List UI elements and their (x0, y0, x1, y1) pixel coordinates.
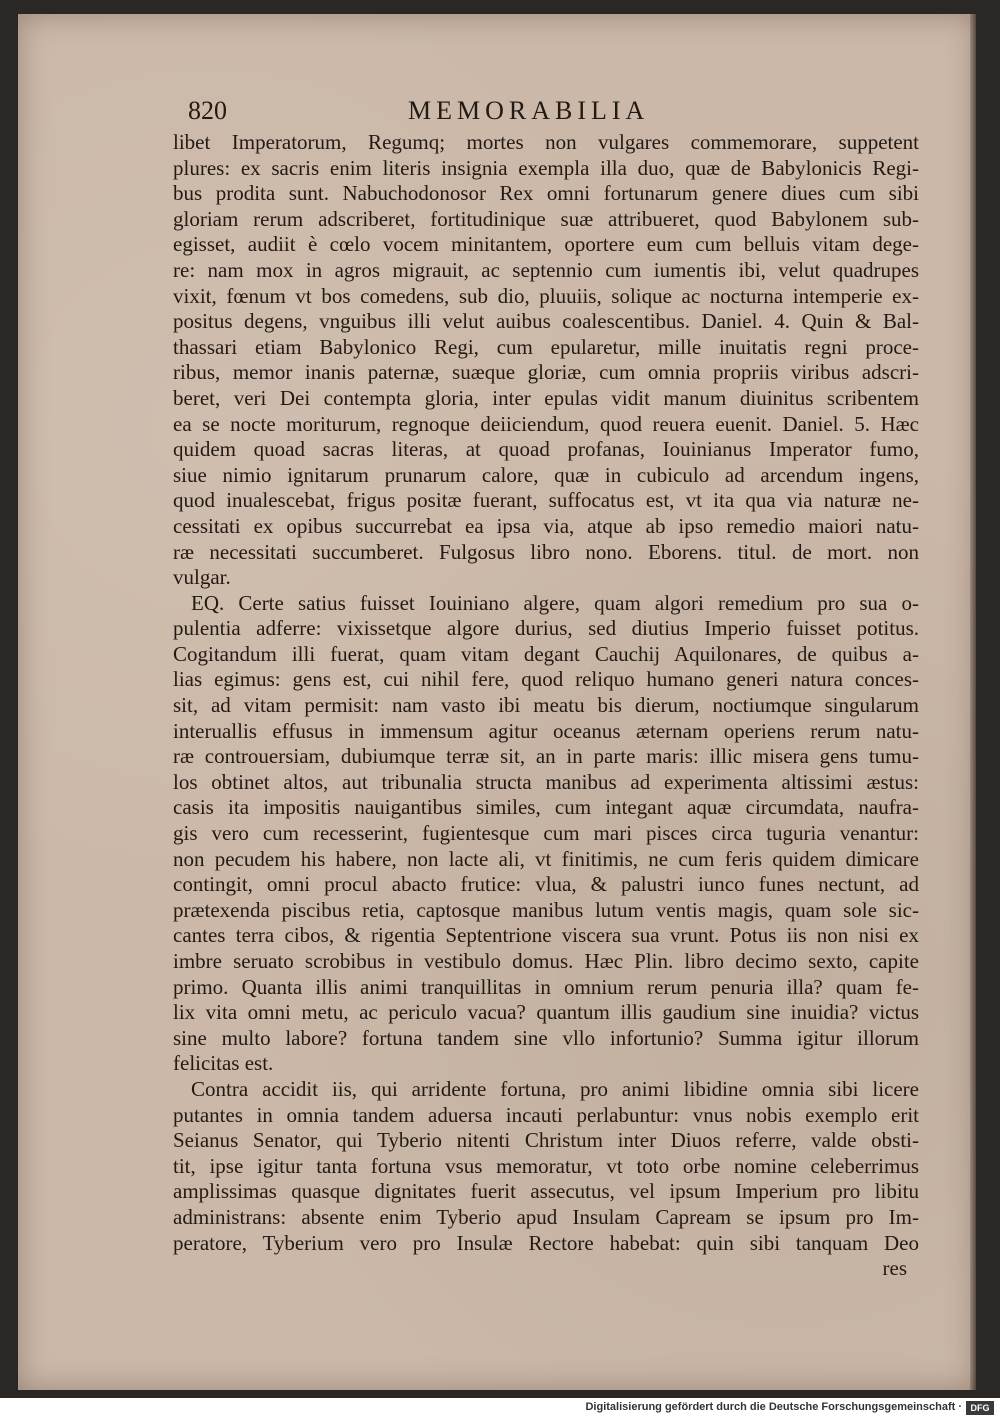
text-line: libet Imperatorum, Regumq; mortes non vulgares commemorare, suppetent (173, 130, 919, 154)
text-line: Seianus Senator, qui Tyberio nitenti Christum inter Diuos referre, valde obsti- (173, 1128, 919, 1153)
text-line: sit, ad vitam permisit: nam vasto ibi meatu bis dierum, noctiumque singularum (173, 693, 919, 718)
text-line: lix vita omni metu, ac periculo vacua? quantum illis gaudium sine inuidia? victus (173, 1000, 919, 1025)
text-line: vulgar. (173, 565, 231, 590)
text-line: plures: ex sacris enim literis insignia exempla illa duo, quæ de Babylonicis Regi- (173, 155, 919, 180)
text-line: interuallis effusus in immensum agitur oceanus æternam operiens rerum natu- (173, 718, 919, 743)
text-line: bus prodita sunt. Nabuchodonosor Rex omni fortunarum genere diues cum sibi (173, 181, 919, 206)
text-line: ea se nocte moriturum, regnoque deiiciendum, quod reuera euenit. Daniel. 5. Hæc (173, 411, 919, 436)
text-line: gis vero cum recesserint, fugientesque cum mari pisces circa tuguria venantur: (173, 821, 919, 846)
text-line: cessitati ex opibus succurrebat ea ipsa via, atque ab ipso remedio maiori natu- (173, 513, 919, 538)
digitization-footer (0, 1398, 1000, 1419)
text-line: egisset, audiit è cœlo vocem minitantem, oportere eum cum belluis vitam dege- (173, 232, 919, 257)
text-line: siue nimio ignitarum prunarum calore, quæ in cubiculo ad arcendum ingens, (173, 462, 919, 487)
text-line: contingit, omni procul abacto frutice: vlua, & palustri iunco funes nectunt, ad (173, 872, 919, 897)
page-edge-shadow (970, 14, 976, 1390)
text-line: cantes terra cibos, & rigentia Septentrione viscera sua vrunt. Potus iis non nisi ex (173, 923, 919, 948)
text-line: thassari etiam Babylonico Regi, cum epularetur, mille inuitatis regni proce- (173, 334, 919, 359)
text-line: Cogitandum illi fuerat, quam vitam degant Cauchij Aquilonares, de quibus a- (173, 641, 919, 666)
text-line: gloriam rerum adscriberet, fortitudinique suæ attribueret, quod Babylonem sub- (173, 206, 919, 231)
text-line: sine multo labore? fortuna tandem sine vllo infortunio? Summa igitur illorum (173, 1025, 919, 1050)
text-line: Contra accidit iis, qui arridente fortuna, pro animi libidine omnia sibi licere (191, 1076, 919, 1101)
text-line: vixit, fœnum vt bos comedens, sub dio, pluuiis, solique ac nocturna intemperie ex- (173, 283, 919, 308)
text-line: ræ necessitati succumberet. Fulgosus libro nono. Eborens. titul. de mort. non (173, 539, 919, 564)
text-line: los obtinet altos, aut tribunalia structa manibus ad experimenta altissimi æstus: (173, 769, 919, 794)
text-line: felicitas est. (173, 1051, 274, 1076)
catchword: res (882, 1256, 907, 1281)
page-number: 820 (188, 96, 227, 125)
text-line: administrans: absente enim Tyberio apud Insulam Capream se ipsum pro Im- (173, 1204, 919, 1229)
text-line: non pecudem his habere, non lacte ali, vt finitimis, ne cum feris quidem dimicare (173, 846, 919, 871)
text-line: ribus, memor inanis paternæ, suæque gloriæ, cum omnia propriis viribus adscri- (173, 360, 919, 385)
text-line: primo. Quanta illis animi tranquillitas in omnium rerum penuria illa? quam fe- (173, 974, 919, 999)
body-text (173, 130, 919, 1282)
text-line: re: nam mox in agros migrauit, ac septennio cum iumentis ibi, velut quadrupes (173, 257, 919, 282)
text-line: quidem quoad sacras literas, at quoad profanas, Iouinianus Imperator fumo, (173, 437, 919, 462)
text-line: amplissimas quasque dignitates fuerit assecutus, vel ipsum Imperium pro libitu (173, 1179, 919, 1204)
scanned-page (18, 14, 976, 1390)
text-line: prætexenda piscibus retia, captosque manibus lutum ventis magis, quam sole sic- (173, 897, 919, 922)
text-line: peratore, Tyberium vero pro Insulæ Rectore habebat: quin sibi tanquam Deo (173, 1230, 919, 1255)
text-line: quod inualescebat, frigus positæ fuerant, suffocatus est, vt ita qua via naturæ ne- (173, 488, 919, 513)
text-line: putantes in omnia tandem aduersa incauti perlabuntur: vnus nobis exemplo erit (173, 1102, 919, 1127)
text-line: tit, ipse igitur tanta fortuna vsus memoratur, vt toto orbe nomine celeberrimus (173, 1153, 919, 1178)
running-head (188, 90, 738, 130)
text-line: pulentia adferre: vixissetque algore durius, sed diutius Imperio fuisset potitus. (173, 616, 919, 641)
funding-credit: Digitalisierung gefördert durch die Deutsche Forschungsgemeinschaft · (585, 1401, 962, 1413)
text-line: ræ controuersiam, dubiumque terræ sit, an in parte maris: illic misera gens tumu- (173, 744, 919, 769)
text-line: beret, veri Dei contempta gloria, inter epulas vidit manum diuinitus scribentem (173, 385, 919, 410)
text-line: positus degens, vnguibus illi velut auibus coalescentibus. Daniel. 4. Quin & Bal- (173, 309, 919, 334)
text-line: EQ. Certe satius fuisset Iouiniano algere, quam algori remedium pro sua o- (191, 590, 919, 615)
dfg-logo: DFG (966, 1401, 994, 1415)
text-line: casis ita impositis nauigantibus similes, cum integant aquæ circumdata, naufra- (173, 795, 919, 820)
text-line: imbre seruato scrobibus in vestibulo domus. Hæc Plin. libro decimo sexto, capite (173, 949, 919, 973)
text-line: lias egimus: gens est, cui nihil fere, quod reliquo humano generi natura conces- (173, 667, 919, 692)
running-title: MEMORABILIA (408, 96, 650, 125)
